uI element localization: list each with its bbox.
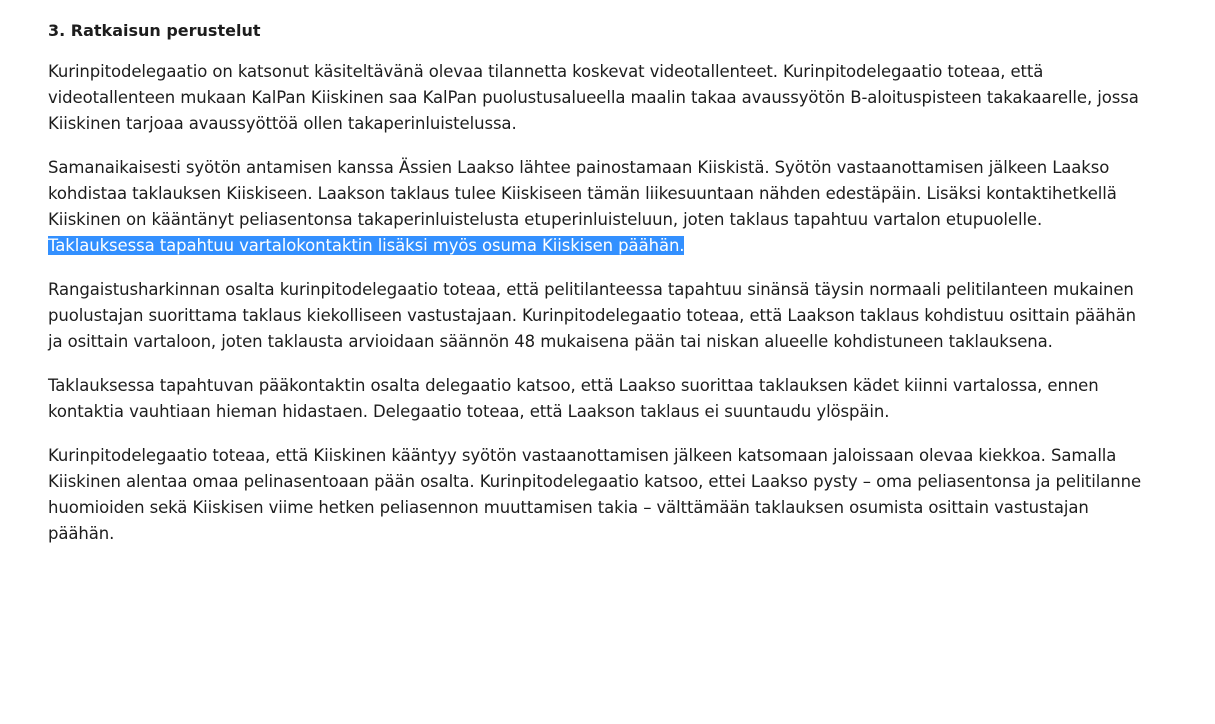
paragraph-4 — [48, 373, 1148, 425]
paragraph-3-text: Rangaistusharkinnan osalta kurinpitodelegaatio toteaa, että pelitilanteessa tapahtuu sinänsä täysin normaali pelitilanteen mukainen puolustajan suorittama taklaus kiekolliseen vastustajaan. Kurinpitodelegaatio toteaa, että Laakson taklaus kohdistuu osittain päähän ja osittain vartaloon, joten taklausta arvioidaan säännön 48 mukaisena pään tai niskan alueelle kohdistuneen taklauksena. — [48, 280, 1136, 351]
paragraph-5 — [48, 443, 1148, 547]
paragraph-2-text: Samanaikaisesti syötön antamisen kanssa Ässien Laakso lähtee painostamaan Kiiskistä. Syötön vastaanottamisen jälkeen Laakso kohdistaa taklauksen Kiiskiseen. Laakson taklaus tulee Kiiskiseen tämän liikesuuntaan nähden edestäpäin. Lisäksi kontaktihetkellä Kiiskinen on kääntänyt peliasentonsa takaperinluistelusta etuperinluisteluun, joten taklaus tapahtuu vartalon etupuolelle. — [48, 158, 1117, 229]
paragraph-4-text: Taklauksessa tapahtuvan pääkontaktin osalta delegaatio katsoo, että Laakso suorittaa taklauksen kädet kiinni vartalossa, ennen kontaktia vauhtiaan hieman hidastaen. Delegaatio toteaa, että Laakson taklaus ei suuntaudu ylöspäin. — [48, 376, 1099, 421]
paragraph-1 — [48, 59, 1148, 137]
document-body — [48, 18, 1148, 565]
paragraph-2 — [48, 155, 1148, 259]
paragraph-1-text: Kurinpitodelegaatio on katsonut käsiteltävänä olevaa tilannetta koskevat videotallenteet. Kurinpitodelegaatio toteaa, että videotallenteen mukaan KalPan Kiiskinen saa KalPan puolustusalueella maalin takaa avaussyötön B-aloituspisteen takakaarelle, jossa Kiiskinen tarjoaa avaussyöttöä ollen takaperinluistelussa. — [48, 62, 1139, 133]
section-heading: 3. Ratkaisun perustelut — [48, 21, 261, 40]
selected-text-highlight[interactable]: Taklauksessa tapahtuu vartalokontaktin lisäksi myös osuma Kiiskisen päähän. — [48, 236, 685, 255]
paragraph-5-text: Kurinpitodelegaatio toteaa, että Kiiskinen kääntyy syötön vastaanottamisen jälkeen katsomaan jaloissaan olevaa kiekkoa. Samalla Kiiskinen alentaa omaa pelinasentoaan pään osalta. Kurinpitodelegaatio katsoo, ettei Laakso pysty – oma peliasentonsa ja pelitilanne huomioiden sekä Kiiskisen viime hetken peliasennon muuttamisen takia – välttämään taklauksen osumista osittain vastustajan päähän. — [48, 446, 1142, 543]
paragraph-3 — [48, 277, 1148, 355]
